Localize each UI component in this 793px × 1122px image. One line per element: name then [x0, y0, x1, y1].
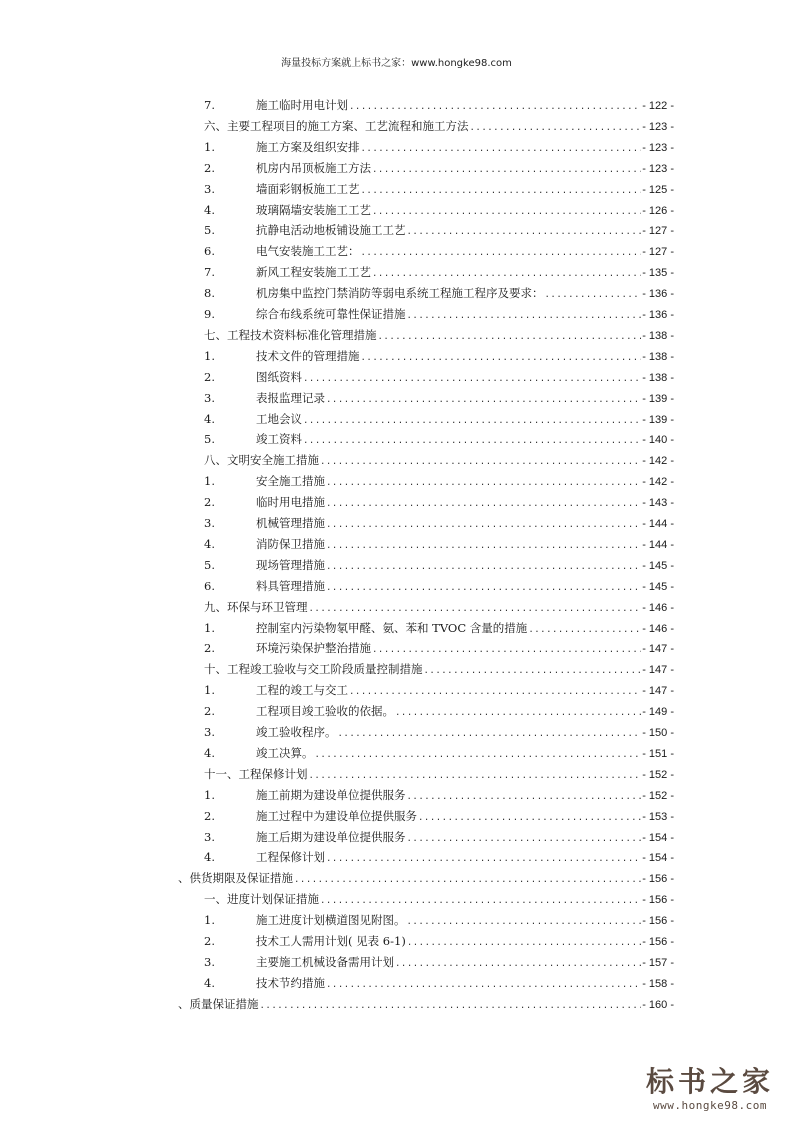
toc-leader-dots: [326, 390, 641, 411]
toc-entry-number: 2.: [204, 934, 215, 948]
toc-entry-number: 4.: [204, 202, 215, 217]
toc-entry-number: 3.: [204, 954, 215, 969]
toc-leader-dots: [528, 620, 641, 641]
toc-leader-dots: [470, 118, 642, 139]
toc-entry-number: 7.: [204, 265, 215, 280]
toc-entry-number: 3.: [204, 181, 215, 196]
toc-entry-number: 4.: [204, 411, 215, 426]
toc-leader-dots: [378, 327, 642, 348]
toc-entry[interactable]: [204, 367, 674, 388]
toc-entry[interactable]: [204, 137, 674, 158]
toc-entry-title: 施工过程中为建设单位提供服务: [256, 808, 417, 823]
toc-entry-page: - 142 -: [642, 476, 674, 489]
toc-entry-page: - 144 -: [642, 518, 674, 530]
toc-leader-dots: [303, 411, 641, 432]
toc-entry-number: 2.: [204, 369, 215, 384]
toc-entry[interactable]: [178, 868, 674, 889]
toc-entry[interactable]: [204, 931, 674, 952]
toc-entry[interactable]: [204, 95, 674, 116]
toc-leader-dots: [395, 703, 641, 724]
toc-entry-title: 新风工程安装施工工艺: [256, 265, 371, 280]
toc-entry-number: 4.: [204, 745, 215, 760]
toc-entry[interactable]: [204, 659, 674, 680]
toc-entry-title: 料具管理措施: [256, 578, 325, 593]
toc-entry-page: - 156 -: [642, 894, 674, 907]
toc-entry[interactable]: [204, 764, 674, 785]
toc-entry[interactable]: [204, 200, 674, 221]
toc-leader-dots: [326, 849, 641, 870]
toc-entry-title: 八、文明安全施工措施: [204, 453, 319, 468]
toc-entry-page: - 158 -: [642, 977, 674, 990]
toc-entry-title: 临时用电措施: [256, 495, 325, 510]
toc-entry-number: 1.: [204, 683, 215, 698]
toc-entry-title: 施工方案及组织安排: [256, 139, 360, 154]
toc-entry-title: 工程的竣工与交工: [256, 683, 348, 698]
toc-entry-page: - 147 -: [642, 685, 674, 698]
toc-entry[interactable]: [204, 701, 674, 722]
toc-entry-number: 5.: [204, 557, 215, 572]
toc-entry-page: - 123 -: [642, 141, 674, 154]
toc-entry-page: - 145 -: [642, 559, 674, 572]
logo-text: 标书之家: [645, 1065, 774, 1098]
toc-entry[interactable]: [204, 262, 674, 283]
toc-entry-title: 技术工人需用计划( 见表 6-1): [256, 934, 406, 948]
toc-entry-page: - 123 -: [642, 120, 674, 133]
toc-entry[interactable]: [178, 994, 674, 1015]
toc-leader-dots: [407, 306, 642, 327]
toc-entry-title: 、供货期限及保证措施: [178, 871, 293, 886]
toc-entry[interactable]: [204, 576, 674, 597]
toc-entry-title: 一、进度计划保证措施: [204, 892, 319, 907]
toc-leader-dots: [372, 202, 641, 223]
toc-entry-title: 九、环保与环卫管理: [204, 599, 308, 614]
toc-entry-number: 2.: [204, 704, 215, 719]
toc-leader-dots: [418, 808, 641, 829]
toc-entry-title: 图纸资料: [256, 369, 302, 384]
toc-leader-dots: [349, 97, 641, 118]
toc-leader-dots: [303, 369, 641, 390]
toc-entry-title: 十、工程竣工验收与交工阶段质量控制措施: [204, 662, 423, 677]
toc-entry-title: 消防保卫措施: [256, 536, 325, 551]
toc-entry-page: - 150 -: [642, 727, 674, 739]
toc-leader-dots: [338, 724, 642, 745]
toc-entry[interactable]: [204, 743, 674, 764]
toc-entry-page: - 127 -: [642, 225, 674, 238]
toc-entry-number: 7.: [204, 98, 215, 112]
toc-entry[interactable]: [204, 534, 674, 555]
toc-entry-page: - 126 -: [642, 204, 674, 217]
toc-entry[interactable]: [204, 910, 674, 931]
toc-entry[interactable]: [204, 388, 674, 409]
toc-entry[interactable]: [204, 555, 674, 576]
toc-entry-number: 3.: [204, 516, 215, 530]
toc-leader-dots: [326, 536, 641, 557]
toc-entry-page: - 153 -: [642, 810, 674, 823]
toc-entry[interactable]: [204, 346, 674, 367]
toc-leader-dots: [326, 578, 641, 599]
toc-entry[interactable]: [204, 471, 674, 492]
toc-entry-title: 工地会议: [256, 411, 302, 426]
toc-entry-page: - 160 -: [642, 998, 674, 1011]
toc-entry[interactable]: [204, 513, 674, 534]
toc-entry-page: - 127 -: [642, 246, 674, 259]
toc-leader-dots: [260, 996, 642, 1017]
toc-entry-page: - 156 -: [642, 936, 674, 948]
toc-entry-page: - 123 -: [642, 162, 674, 175]
toc-leader-dots: [372, 160, 641, 181]
toc-entry-title: 工程保修计划: [256, 850, 325, 865]
toc-entry-page: - 139 -: [642, 413, 674, 426]
toc-entry-number: 2.: [204, 641, 215, 656]
toc-entry-number: 6.: [204, 578, 215, 593]
toc-leader-dots: [407, 222, 642, 243]
toc-entry-page: - 147 -: [642, 664, 674, 677]
toc-entry-page: - 156 -: [642, 873, 674, 886]
toc-entry-page: - 154 -: [642, 831, 674, 844]
toc-entry-number: 3.: [204, 829, 215, 844]
toc-entry[interactable]: [204, 492, 674, 513]
toc-entry-number: 4.: [204, 975, 215, 990]
toc-leader-dots: [326, 494, 641, 515]
toc-entry-page: - 152 -: [642, 789, 674, 802]
toc-entry-title: 十一、工程保修计划: [204, 766, 308, 781]
toc-entry[interactable]: [204, 722, 674, 743]
toc-entry[interactable]: [204, 680, 674, 701]
toc-leader-dots: [326, 473, 641, 494]
toc-entry-number: 2.: [204, 495, 215, 510]
toc-entry-number: 3.: [204, 725, 215, 739]
toc-leader-dots: [395, 954, 641, 975]
toc-entry-title: 技术文件的管理措施: [256, 348, 360, 363]
toc-entry-page: - 143 -: [642, 497, 674, 510]
toc-entry-page: - 125 -: [642, 183, 674, 196]
toc-entry[interactable]: [204, 304, 674, 325]
toc-leader-dots: [320, 452, 641, 473]
toc-entry-title: 机房内吊顶板施工方法: [256, 160, 371, 175]
toc-entry-title: 控制室内污染物氡甲醛、氨、苯和 TVOC 含量的措施: [256, 620, 528, 635]
toc-leader-dots: [315, 745, 642, 766]
toc-leader-dots: [372, 264, 641, 285]
toc-leader-dots: [407, 912, 642, 933]
toc-entry-title: 抗静电活动地板铺设施工工艺: [256, 223, 406, 238]
toc-entry-number: 8.: [204, 286, 215, 301]
toc-entry-title: 玻璃隔墙安装施工工艺: [256, 202, 371, 217]
toc-entry-number: 1.: [204, 139, 215, 154]
toc-entry-title: 七、工程技术资料标准化管理措施: [204, 327, 377, 342]
toc-entry[interactable]: [204, 618, 674, 639]
toc-leader-dots: [326, 975, 641, 996]
toc-entry[interactable]: [204, 827, 674, 848]
toc-entry-number: 2.: [204, 160, 215, 175]
toc-entry[interactable]: [204, 597, 674, 618]
toc-entry[interactable]: [204, 450, 674, 471]
toc-entry-page: - 138 -: [642, 371, 674, 384]
toc-entry-number: 1.: [204, 787, 215, 802]
toc-leader-dots: [424, 661, 642, 682]
toc-leader-dots: [372, 640, 641, 661]
logo-url: www.hongke98.com: [653, 1099, 767, 1112]
toc-entry-title: 竣工验收程序。: [256, 725, 337, 739]
toc-leader-dots: [349, 682, 641, 703]
toc-entry-title: 施工前期为建设单位提供服务: [256, 787, 406, 802]
toc-entry[interactable]: [204, 283, 674, 304]
toc-entry[interactable]: [204, 241, 674, 262]
toc-entry-title: 施工进度计划横道图见附图。: [256, 913, 406, 928]
toc-entry-page: - 142 -: [642, 455, 674, 468]
toc-leader-dots: [361, 348, 642, 369]
toc-entry-page: - 145 -: [642, 580, 674, 593]
toc-leader-dots: [545, 285, 642, 306]
toc-entry-page: - 139 -: [642, 392, 674, 405]
toc-entry-title: 电气安装施工工艺：: [256, 244, 360, 259]
toc-entry-page: - 149 -: [642, 706, 674, 719]
toc-entry[interactable]: [204, 638, 674, 659]
toc-entry-page: - 138 -: [642, 329, 674, 342]
toc-leader-dots: [294, 870, 641, 891]
toc-entry[interactable]: [204, 158, 674, 179]
toc-entry-page: - 138 -: [642, 350, 674, 363]
toc-entry-title: 现场管理措施: [256, 557, 325, 572]
toc-entry-page: - 146 -: [642, 622, 674, 635]
toc-leader-dots: [326, 557, 641, 578]
toc-entry[interactable]: [204, 806, 674, 827]
toc-leader-dots: [320, 891, 641, 912]
toc-entry[interactable]: [204, 952, 674, 973]
toc-leader-dots: [303, 431, 641, 452]
toc-entry-number: 4.: [204, 536, 215, 551]
toc-entry-number: 1.: [204, 474, 215, 489]
toc-leader-dots: [326, 515, 641, 536]
toc-entry-title: 施工临时用电计划: [256, 98, 348, 112]
toc-entry[interactable]: [204, 785, 674, 806]
toc-entry-title: 环境污染保护整治措施: [256, 641, 371, 656]
toc-leader-dots: [361, 243, 642, 264]
toc-entry-title: 表报监理记录: [256, 390, 325, 405]
toc-entry-title: 六、主要工程项目的施工方案、工艺流程和施工方法: [204, 118, 469, 133]
toc-entry-number: 2.: [204, 808, 215, 823]
toc-entry-page: - 140 -: [642, 434, 674, 447]
toc-entry-title: 墙面彩钢板施工工艺: [256, 181, 360, 196]
toc-entry-page: - 147 -: [642, 643, 674, 656]
toc-entry[interactable]: [204, 889, 674, 910]
toc-entry[interactable]: [204, 325, 674, 346]
toc-entry-page: - 135 -: [642, 267, 674, 280]
toc-leader-dots: [407, 933, 641, 954]
toc-entry-page: - 136 -: [642, 288, 674, 301]
toc-entry-title: 主要施工机械设备需用计划: [256, 954, 394, 969]
toc-entry-title: 技术节约措施: [256, 975, 325, 990]
toc-entry-page: - 157 -: [642, 956, 674, 969]
toc-leader-dots: [407, 787, 642, 808]
toc-entry[interactable]: [204, 116, 674, 137]
toc-entry[interactable]: [204, 179, 674, 200]
toc-entry[interactable]: [204, 847, 674, 868]
toc-entry-number: 1.: [204, 620, 215, 635]
toc-entry[interactable]: [204, 220, 674, 241]
toc-entry-number: 9.: [204, 307, 215, 321]
toc-leader-dots: [309, 766, 642, 787]
toc-leader-dots: [407, 829, 642, 850]
toc-entry[interactable]: [204, 973, 674, 994]
toc-entry-title: 竣工决算。: [256, 745, 314, 760]
toc-entry-title: 工程项目竣工验收的依据。: [256, 704, 394, 719]
toc-entry-title: 、质量保证措施: [178, 996, 259, 1011]
toc-entry-number: 3.: [204, 390, 215, 405]
toc-entry-page: - 144 -: [642, 538, 674, 551]
toc-entry-page: - 156 -: [642, 915, 674, 928]
toc-entry-title: 综合布线系统可靠性保证措施: [256, 307, 406, 321]
toc-entry-number: 1.: [204, 913, 215, 928]
toc-entry-number: 5.: [204, 223, 215, 238]
brand-logo: [640, 1065, 780, 1112]
toc-entry-number: 4.: [204, 850, 215, 865]
toc-entry-number: 6.: [204, 244, 215, 259]
toc-entry-title: 安全施工措施: [256, 474, 325, 489]
toc-entry-page: - 122 -: [642, 100, 674, 112]
toc-entry-page: - 146 -: [642, 601, 674, 614]
toc-leader-dots: [361, 181, 642, 202]
toc-entry-page: - 152 -: [642, 768, 674, 781]
page-header: 海量投标方案就上标书之家：www.hongke98.com: [281, 58, 512, 69]
toc-leader-dots: [309, 599, 642, 620]
toc-entry-title: 机房集中监控门禁消防等弱电系统工程施工程序及要求：: [256, 286, 544, 301]
toc-entry-title: 竣工资料: [256, 432, 302, 447]
toc-entry-number: 5.: [204, 432, 215, 447]
toc-entry[interactable]: [204, 409, 674, 430]
toc-entry-page: - 154 -: [642, 852, 674, 865]
toc-entry-number: 1.: [204, 348, 215, 363]
toc-entry-title: 机械管理措施: [256, 516, 325, 530]
toc-entry-title: 施工后期为建设单位提供服务: [256, 829, 406, 844]
toc-entry-page: - 151 -: [642, 747, 674, 760]
toc-entry-page: - 136 -: [642, 309, 674, 321]
toc-entry[interactable]: [204, 429, 674, 450]
toc-leader-dots: [361, 139, 642, 160]
